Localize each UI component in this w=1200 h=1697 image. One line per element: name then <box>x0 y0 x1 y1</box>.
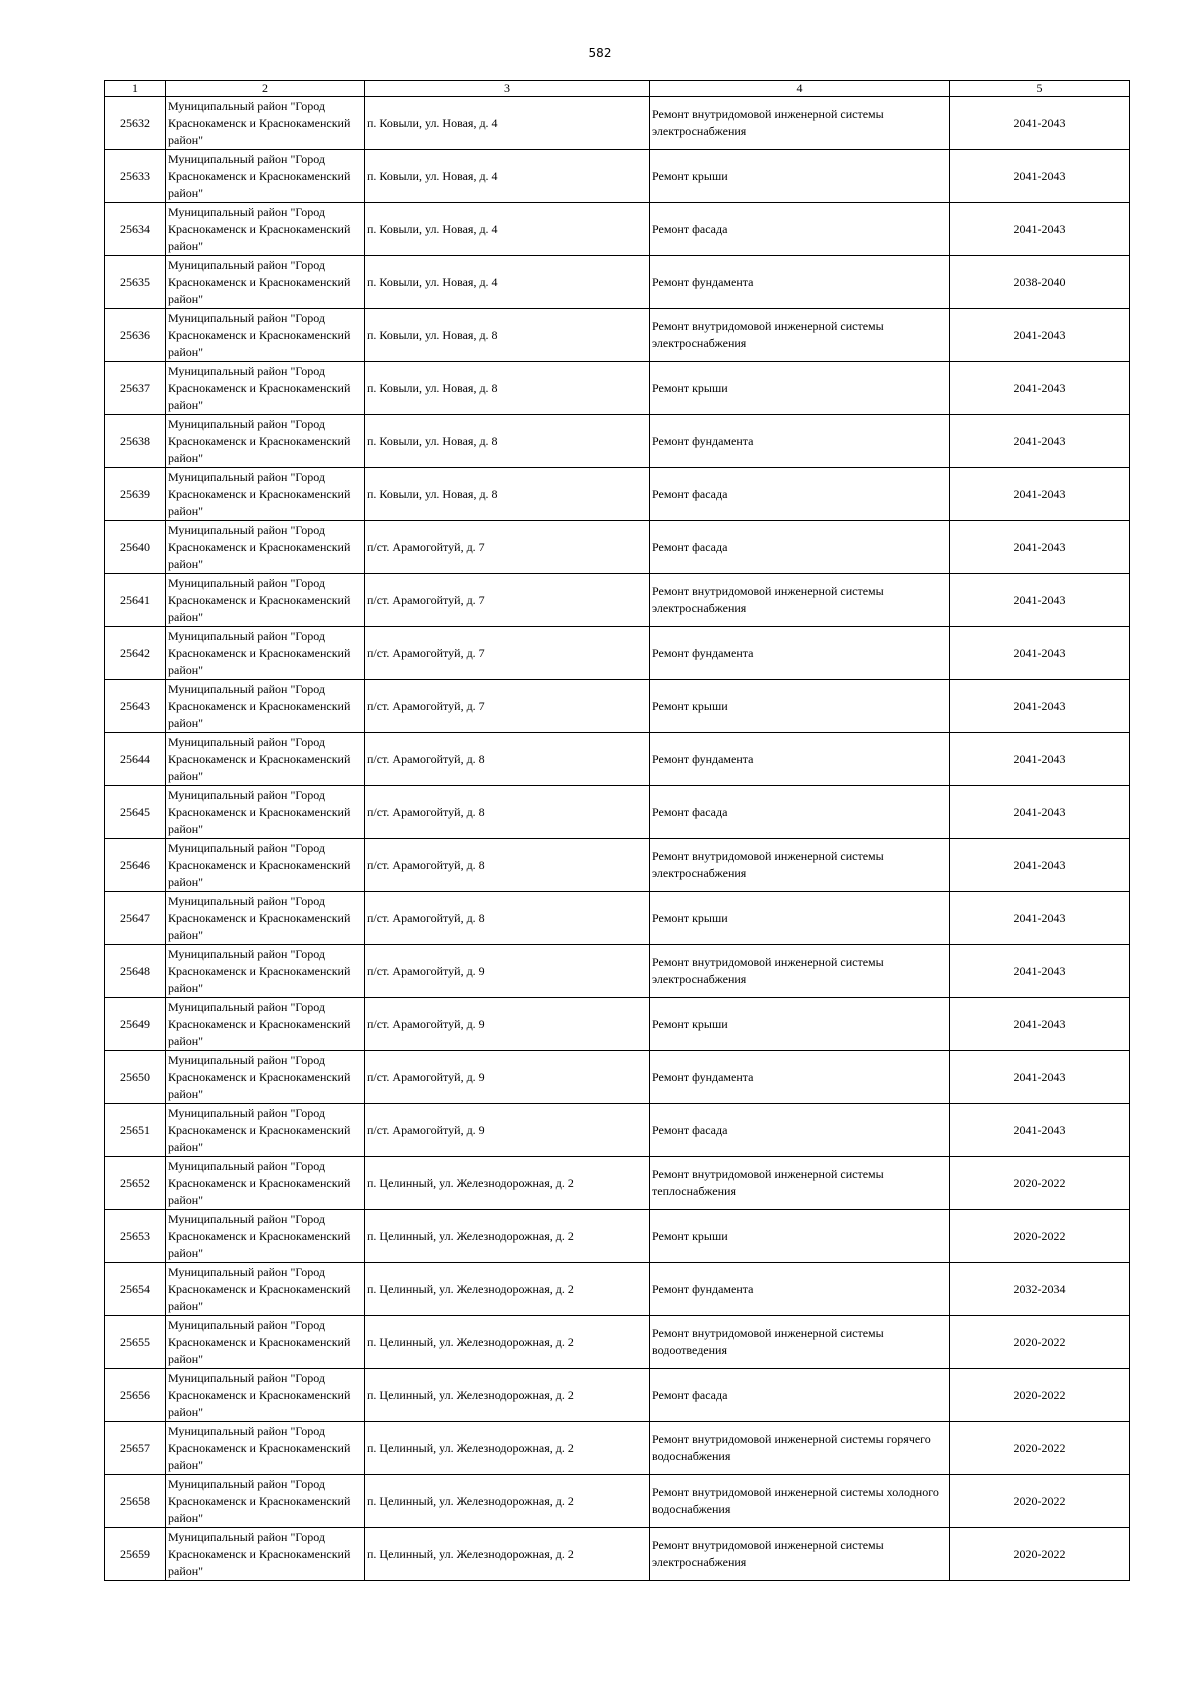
work-type-cell: Ремонт крыши <box>650 998 950 1051</box>
municipality-cell: Муниципальный район "Город Краснокаменск и Краснокаменский район" <box>166 1528 365 1581</box>
municipality-cell: Муниципальный район "Город Краснокаменск и Краснокаменский район" <box>166 627 365 680</box>
row-number-cell: 25640 <box>105 521 166 574</box>
period-cell: 2041-2043 <box>950 1104 1130 1157</box>
address-cell: п/ст. Арамогойтуй, д. 7 <box>365 574 650 627</box>
work-type-cell: Ремонт фундамента <box>650 627 950 680</box>
work-type-cell: Ремонт внутридомовой инженерной системы водоотведения <box>650 1316 950 1369</box>
municipality-cell: Муниципальный район "Город Краснокаменск и Краснокаменский район" <box>166 256 365 309</box>
period-cell: 2041-2043 <box>950 680 1130 733</box>
address-cell: п/ст. Арамогойтуй, д. 8 <box>365 786 650 839</box>
table-row <box>105 1369 1130 1422</box>
table-row <box>105 203 1130 256</box>
work-type-cell: Ремонт внутридомовой инженерной системы электроснабжения <box>650 574 950 627</box>
period-cell: 2041-2043 <box>950 786 1130 839</box>
period-cell: 2041-2043 <box>950 998 1130 1051</box>
municipality-cell: Муниципальный район "Город Краснокаменск и Краснокаменский район" <box>166 945 365 998</box>
table-row <box>105 521 1130 574</box>
municipality-cell: Муниципальный район "Город Краснокаменск и Краснокаменский район" <box>166 998 365 1051</box>
address-cell: п. Целинный, ул. Железнодорожная, д. 2 <box>365 1528 650 1581</box>
municipality-cell: Муниципальный район "Город Краснокаменск и Краснокаменский район" <box>166 1104 365 1157</box>
row-number-cell: 25654 <box>105 1263 166 1316</box>
period-cell: 2020-2022 <box>950 1210 1130 1263</box>
table-row <box>105 839 1130 892</box>
table-row <box>105 150 1130 203</box>
row-number-cell: 25641 <box>105 574 166 627</box>
period-cell: 2041-2043 <box>950 574 1130 627</box>
work-type-cell: Ремонт фундамента <box>650 1263 950 1316</box>
row-number-cell: 25642 <box>105 627 166 680</box>
row-number-cell: 25646 <box>105 839 166 892</box>
work-type-cell: Ремонт внутридомовой инженерной системы холодного водоснабжения <box>650 1475 950 1528</box>
page-number: 582 <box>588 46 612 60</box>
row-number-cell: 25635 <box>105 256 166 309</box>
table-row <box>105 786 1130 839</box>
address-cell: п. Ковыли, ул. Новая, д. 4 <box>365 150 650 203</box>
address-cell: п/ст. Арамогойтуй, д. 7 <box>365 521 650 574</box>
work-type-cell: Ремонт крыши <box>650 362 950 415</box>
work-type-cell: Ремонт фасада <box>650 1369 950 1422</box>
work-type-cell: Ремонт крыши <box>650 150 950 203</box>
work-type-cell: Ремонт внутридомовой инженерной системы электроснабжения <box>650 945 950 998</box>
municipality-cell: Муниципальный район "Город Краснокаменск и Краснокаменский район" <box>166 1263 365 1316</box>
period-cell: 2041-2043 <box>950 362 1130 415</box>
municipality-cell: Муниципальный район "Город Краснокаменск и Краснокаменский район" <box>166 521 365 574</box>
period-cell: 2041-2043 <box>950 203 1130 256</box>
table-row <box>105 1157 1130 1210</box>
row-number-cell: 25656 <box>105 1369 166 1422</box>
work-type-cell: Ремонт внутридомовой инженерной системы теплоснабжения <box>650 1157 950 1210</box>
table-body <box>105 97 1130 1581</box>
table-row <box>105 574 1130 627</box>
row-number-cell: 25649 <box>105 998 166 1051</box>
period-cell: 2041-2043 <box>950 892 1130 945</box>
table-row <box>105 1051 1130 1104</box>
row-number-cell: 25653 <box>105 1210 166 1263</box>
work-type-cell: Ремонт фундамента <box>650 1051 950 1104</box>
row-number-cell: 25638 <box>105 415 166 468</box>
column-header-3: 3 <box>365 81 650 97</box>
table-row <box>105 733 1130 786</box>
table-row <box>105 1475 1130 1528</box>
row-number-cell: 25650 <box>105 1051 166 1104</box>
municipality-cell: Муниципальный район "Город Краснокаменск и Краснокаменский район" <box>166 97 365 150</box>
period-cell: 2041-2043 <box>950 839 1130 892</box>
period-cell: 2041-2043 <box>950 309 1130 362</box>
period-cell: 2041-2043 <box>950 468 1130 521</box>
address-cell: п/ст. Арамогойтуй, д. 8 <box>365 733 650 786</box>
table-row <box>105 468 1130 521</box>
municipality-cell: Муниципальный район "Город Краснокаменск и Краснокаменский район" <box>166 1157 365 1210</box>
row-number-cell: 25655 <box>105 1316 166 1369</box>
period-cell: 2020-2022 <box>950 1475 1130 1528</box>
municipality-cell: Муниципальный район "Город Краснокаменск и Краснокаменский район" <box>166 468 365 521</box>
municipality-cell: Муниципальный район "Город Краснокаменск и Краснокаменский район" <box>166 1422 365 1475</box>
municipality-cell: Муниципальный район "Город Краснокаменск и Краснокаменский район" <box>166 150 365 203</box>
column-header-5: 5 <box>950 81 1130 97</box>
table-row <box>105 945 1130 998</box>
address-cell: п. Целинный, ул. Железнодорожная, д. 2 <box>365 1475 650 1528</box>
municipality-cell: Муниципальный район "Город Краснокаменск и Краснокаменский район" <box>166 1316 365 1369</box>
table-row <box>105 1210 1130 1263</box>
address-cell: п. Ковыли, ул. Новая, д. 8 <box>365 362 650 415</box>
address-cell: п. Ковыли, ул. Новая, д. 4 <box>365 203 650 256</box>
column-header-1: 1 <box>105 81 166 97</box>
column-header-2: 2 <box>166 81 365 97</box>
work-type-cell: Ремонт фундамента <box>650 415 950 468</box>
municipality-cell: Муниципальный район "Город Краснокаменск и Краснокаменский район" <box>166 1369 365 1422</box>
period-cell: 2041-2043 <box>950 415 1130 468</box>
work-type-cell: Ремонт крыши <box>650 1210 950 1263</box>
row-number-cell: 25645 <box>105 786 166 839</box>
period-cell: 2041-2043 <box>950 945 1130 998</box>
row-number-cell: 25652 <box>105 1157 166 1210</box>
row-number-cell: 25648 <box>105 945 166 998</box>
row-number-cell: 25643 <box>105 680 166 733</box>
period-cell: 2041-2043 <box>950 521 1130 574</box>
municipality-cell: Муниципальный район "Город Краснокаменск и Краснокаменский район" <box>166 892 365 945</box>
table-row <box>105 1104 1130 1157</box>
table-row <box>105 680 1130 733</box>
municipality-cell: Муниципальный район "Город Краснокаменск и Краснокаменский район" <box>166 574 365 627</box>
address-cell: п. Целинный, ул. Железнодорожная, д. 2 <box>365 1422 650 1475</box>
row-number-cell: 25657 <box>105 1422 166 1475</box>
period-cell: 2020-2022 <box>950 1369 1130 1422</box>
row-number-cell: 25633 <box>105 150 166 203</box>
row-number-cell: 25644 <box>105 733 166 786</box>
address-cell: п/ст. Арамогойтуй, д. 7 <box>365 680 650 733</box>
address-cell: п. Ковыли, ул. Новая, д. 8 <box>365 309 650 362</box>
period-cell: 2041-2043 <box>950 627 1130 680</box>
address-cell: п/ст. Арамогойтуй, д. 7 <box>365 627 650 680</box>
address-cell: п. Целинный, ул. Железнодорожная, д. 2 <box>365 1263 650 1316</box>
address-cell: п/ст. Арамогойтуй, д. 8 <box>365 892 650 945</box>
address-cell: п/ст. Арамогойтуй, д. 9 <box>365 945 650 998</box>
address-cell: п. Целинный, ул. Железнодорожная, д. 2 <box>365 1316 650 1369</box>
row-number-cell: 25634 <box>105 203 166 256</box>
address-cell: п/ст. Арамогойтуй, д. 8 <box>365 839 650 892</box>
municipality-cell: Муниципальный район "Город Краснокаменск и Краснокаменский район" <box>166 362 365 415</box>
row-number-cell: 25637 <box>105 362 166 415</box>
work-type-cell: Ремонт внутридомовой инженерной системы электроснабжения <box>650 1528 950 1581</box>
work-type-cell: Ремонт крыши <box>650 680 950 733</box>
table-row <box>105 97 1130 150</box>
row-number-cell: 25636 <box>105 309 166 362</box>
period-cell: 2020-2022 <box>950 1528 1130 1581</box>
table-row <box>105 309 1130 362</box>
row-number-cell: 25658 <box>105 1475 166 1528</box>
work-type-cell: Ремонт внутридомовой инженерной системы электроснабжения <box>650 309 950 362</box>
table-row <box>105 1316 1130 1369</box>
municipality-cell: Муниципальный район "Город Краснокаменск и Краснокаменский район" <box>166 415 365 468</box>
municipality-cell: Муниципальный район "Город Краснокаменск и Краснокаменский район" <box>166 1051 365 1104</box>
period-cell: 2032-2034 <box>950 1263 1130 1316</box>
municipality-cell: Муниципальный район "Город Краснокаменск и Краснокаменский район" <box>166 309 365 362</box>
work-type-cell: Ремонт фундамента <box>650 256 950 309</box>
period-cell: 2041-2043 <box>950 97 1130 150</box>
work-type-cell: Ремонт внутридомовой инженерной системы горячего водоснабжения <box>650 1422 950 1475</box>
row-number-cell: 25632 <box>105 97 166 150</box>
address-cell: п. Ковыли, ул. Новая, д. 8 <box>365 415 650 468</box>
period-cell: 2038-2040 <box>950 256 1130 309</box>
row-number-cell: 25639 <box>105 468 166 521</box>
work-type-cell: Ремонт фасада <box>650 1104 950 1157</box>
period-cell: 2041-2043 <box>950 150 1130 203</box>
work-type-cell: Ремонт фундамента <box>650 733 950 786</box>
period-cell: 2041-2043 <box>950 733 1130 786</box>
municipality-cell: Муниципальный район "Город Краснокаменск и Краснокаменский район" <box>166 839 365 892</box>
address-cell: п/ст. Арамогойтуй, д. 9 <box>365 1051 650 1104</box>
row-number-cell: 25651 <box>105 1104 166 1157</box>
period-cell: 2020-2022 <box>950 1422 1130 1475</box>
row-number-cell: 25647 <box>105 892 166 945</box>
address-cell: п/ст. Арамогойтуй, д. 9 <box>365 1104 650 1157</box>
address-cell: п/ст. Арамогойтуй, д. 9 <box>365 998 650 1051</box>
period-cell: 2041-2043 <box>950 1051 1130 1104</box>
address-cell: п. Ковыли, ул. Новая, д. 4 <box>365 256 650 309</box>
municipality-cell: Муниципальный район "Город Краснокаменск и Краснокаменский район" <box>166 680 365 733</box>
table-row <box>105 362 1130 415</box>
municipality-cell: Муниципальный район "Город Краснокаменск и Краснокаменский район" <box>166 1475 365 1528</box>
work-type-cell: Ремонт крыши <box>650 892 950 945</box>
column-header-4: 4 <box>650 81 950 97</box>
municipality-cell: Муниципальный район "Город Краснокаменск и Краснокаменский район" <box>166 1210 365 1263</box>
address-cell: п. Целинный, ул. Железнодорожная, д. 2 <box>365 1210 650 1263</box>
table-row <box>105 1263 1130 1316</box>
work-type-cell: Ремонт фасада <box>650 786 950 839</box>
table-row <box>105 627 1130 680</box>
table-row <box>105 1422 1130 1475</box>
work-type-cell: Ремонт внутридомовой инженерной системы электроснабжения <box>650 97 950 150</box>
address-cell: п. Ковыли, ул. Новая, д. 8 <box>365 468 650 521</box>
address-cell: п. Ковыли, ул. Новая, д. 4 <box>365 97 650 150</box>
period-cell: 2020-2022 <box>950 1157 1130 1210</box>
period-cell: 2020-2022 <box>950 1316 1130 1369</box>
row-number-cell: 25659 <box>105 1528 166 1581</box>
work-type-cell: Ремонт фасада <box>650 521 950 574</box>
work-type-cell: Ремонт фасада <box>650 468 950 521</box>
address-cell: п. Целинный, ул. Железнодорожная, д. 2 <box>365 1157 650 1210</box>
address-cell: п. Целинный, ул. Железнодорожная, д. 2 <box>365 1369 650 1422</box>
work-type-cell: Ремонт внутридомовой инженерной системы электроснабжения <box>650 839 950 892</box>
table-row <box>105 892 1130 945</box>
table-row <box>105 256 1130 309</box>
municipality-cell: Муниципальный район "Город Краснокаменск и Краснокаменский район" <box>166 786 365 839</box>
column-number-header-row <box>105 81 1130 97</box>
municipality-cell: Муниципальный район "Город Краснокаменск и Краснокаменский район" <box>166 203 365 256</box>
table-row <box>105 998 1130 1051</box>
work-type-cell: Ремонт фасада <box>650 203 950 256</box>
table-row <box>105 1528 1130 1581</box>
repair-schedule-table <box>104 80 1130 1581</box>
table-row <box>105 415 1130 468</box>
municipality-cell: Муниципальный район "Город Краснокаменск и Краснокаменский район" <box>166 733 365 786</box>
